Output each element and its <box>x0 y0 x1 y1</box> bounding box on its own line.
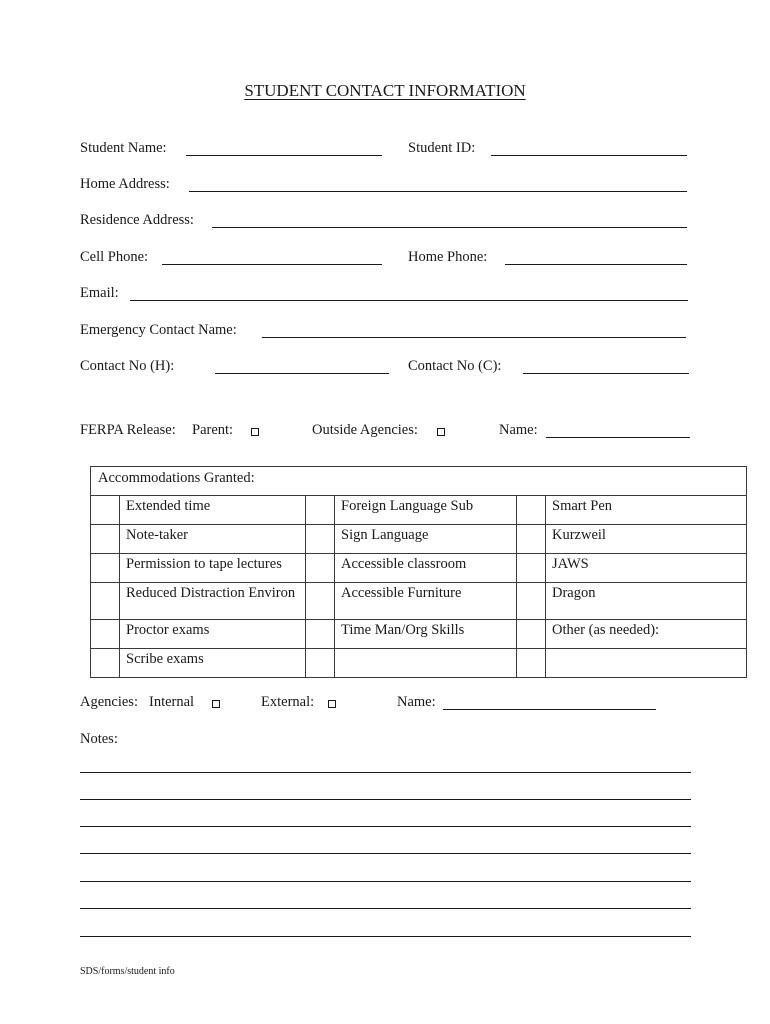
accommodation-cell: Accessible classroom <box>335 554 517 583</box>
ferpa-label: FERPA Release: <box>80 422 176 438</box>
ferpa-name-label: Name: <box>499 422 538 438</box>
cell-phone-label: Cell Phone: <box>80 249 149 265</box>
accommodation-checkbox[interactable] <box>91 620 120 649</box>
cell-phone-field[interactable] <box>162 264 382 265</box>
accommodation-cell: Scribe exams <box>120 649 306 678</box>
accommodations-table <box>90 466 747 678</box>
accommodation-checkbox[interactable] <box>91 496 120 525</box>
notes-line[interactable] <box>80 826 691 827</box>
emergency-contact-label: Emergency Contact Name: <box>80 322 237 338</box>
email-field[interactable] <box>130 300 688 301</box>
accommodation-checkbox[interactable] <box>517 525 546 554</box>
accommodation-cell: Accessible Furniture <box>335 583 517 620</box>
accommodation-cell: Dragon <box>546 583 747 620</box>
accommodation-cell: Permission to tape lectures <box>120 554 306 583</box>
contact-cell-field[interactable] <box>523 373 689 374</box>
accommodation-checkbox[interactable] <box>91 554 120 583</box>
contact-home-field[interactable] <box>215 373 389 374</box>
contact-home-label: Contact No (H): <box>80 358 175 374</box>
agencies-external-label: External: <box>261 694 315 710</box>
notes-line[interactable] <box>80 853 691 854</box>
ferpa-parent-label: Parent: <box>192 422 234 438</box>
email-label: Email: <box>80 285 119 301</box>
notes-label: Notes: <box>80 731 118 747</box>
table-row <box>91 620 747 649</box>
table-row <box>91 649 747 678</box>
residence-address-label: Residence Address: <box>80 212 194 228</box>
accommodation-checkbox[interactable] <box>306 649 335 678</box>
agencies-internal-label: Internal <box>149 694 195 710</box>
accommodation-checkbox[interactable] <box>91 583 120 620</box>
accommodation-cell: Smart Pen <box>546 496 747 525</box>
footer-text: SDS/forms/student info <box>80 966 175 977</box>
accommodation-cell: Foreign Language Sub <box>335 496 517 525</box>
notes-line[interactable] <box>80 881 691 882</box>
agencies-name-field[interactable] <box>443 709 656 710</box>
accommodation-cell <box>546 649 747 678</box>
home-phone-field[interactable] <box>505 264 687 265</box>
accommodations-header: Accommodations Granted: <box>91 467 747 496</box>
notes-line[interactable] <box>80 936 691 937</box>
notes-line[interactable] <box>80 799 691 800</box>
emergency-contact-field[interactable] <box>262 337 686 338</box>
residence-address-field[interactable] <box>212 227 687 228</box>
accommodation-checkbox[interactable] <box>517 496 546 525</box>
table-row <box>91 525 747 554</box>
accommodation-cell: Extended time <box>120 496 306 525</box>
contact-cell-label: Contact No (C): <box>408 358 502 374</box>
ferpa-name-field[interactable] <box>546 437 690 438</box>
accommodation-cell: Reduced Distraction Environ <box>120 583 306 620</box>
page-title: STUDENT CONTACT INFORMATION <box>244 81 526 100</box>
accommodation-cell <box>335 649 517 678</box>
accommodation-checkbox[interactable] <box>517 554 546 583</box>
table-row <box>91 496 747 525</box>
notes-line[interactable] <box>80 772 691 773</box>
ferpa-outside-checkbox[interactable] <box>437 425 445 442</box>
ferpa-outside-label: Outside Agencies: <box>312 422 418 438</box>
accommodation-cell: Sign Language <box>335 525 517 554</box>
accommodation-checkbox[interactable] <box>517 649 546 678</box>
notes-line[interactable] <box>80 908 691 909</box>
accommodation-cell: Kurzweil <box>546 525 747 554</box>
accommodation-cell: Other (as needed): <box>546 620 747 649</box>
agencies-internal-checkbox[interactable] <box>212 697 220 714</box>
ferpa-parent-checkbox[interactable] <box>251 425 259 442</box>
agencies-external-checkbox[interactable] <box>328 697 336 714</box>
student-name-field[interactable] <box>186 155 382 156</box>
table-row <box>91 583 747 620</box>
accommodation-checkbox[interactable] <box>306 583 335 620</box>
accommodation-checkbox[interactable] <box>306 525 335 554</box>
accommodation-cell: Time Man/Org Skills <box>335 620 517 649</box>
accommodation-cell: Note-taker <box>120 525 306 554</box>
student-name-label: Student Name: <box>80 140 167 156</box>
agencies-name-label: Name: <box>397 694 436 710</box>
table-row <box>91 554 747 583</box>
accommodation-checkbox[interactable] <box>306 620 335 649</box>
accommodation-checkbox[interactable] <box>517 583 546 620</box>
home-address-label: Home Address: <box>80 176 170 192</box>
accommodation-cell: Proctor exams <box>120 620 306 649</box>
home-address-field[interactable] <box>189 191 687 192</box>
accommodation-checkbox[interactable] <box>517 620 546 649</box>
student-id-field[interactable] <box>491 155 687 156</box>
accommodation-checkbox[interactable] <box>91 525 120 554</box>
agencies-label: Agencies: <box>80 694 138 710</box>
student-id-label: Student ID: <box>408 140 476 156</box>
accommodation-checkbox[interactable] <box>306 496 335 525</box>
accommodation-checkbox[interactable] <box>91 649 120 678</box>
accommodation-cell: JAWS <box>546 554 747 583</box>
home-phone-label: Home Phone: <box>408 249 488 265</box>
accommodation-checkbox[interactable] <box>306 554 335 583</box>
